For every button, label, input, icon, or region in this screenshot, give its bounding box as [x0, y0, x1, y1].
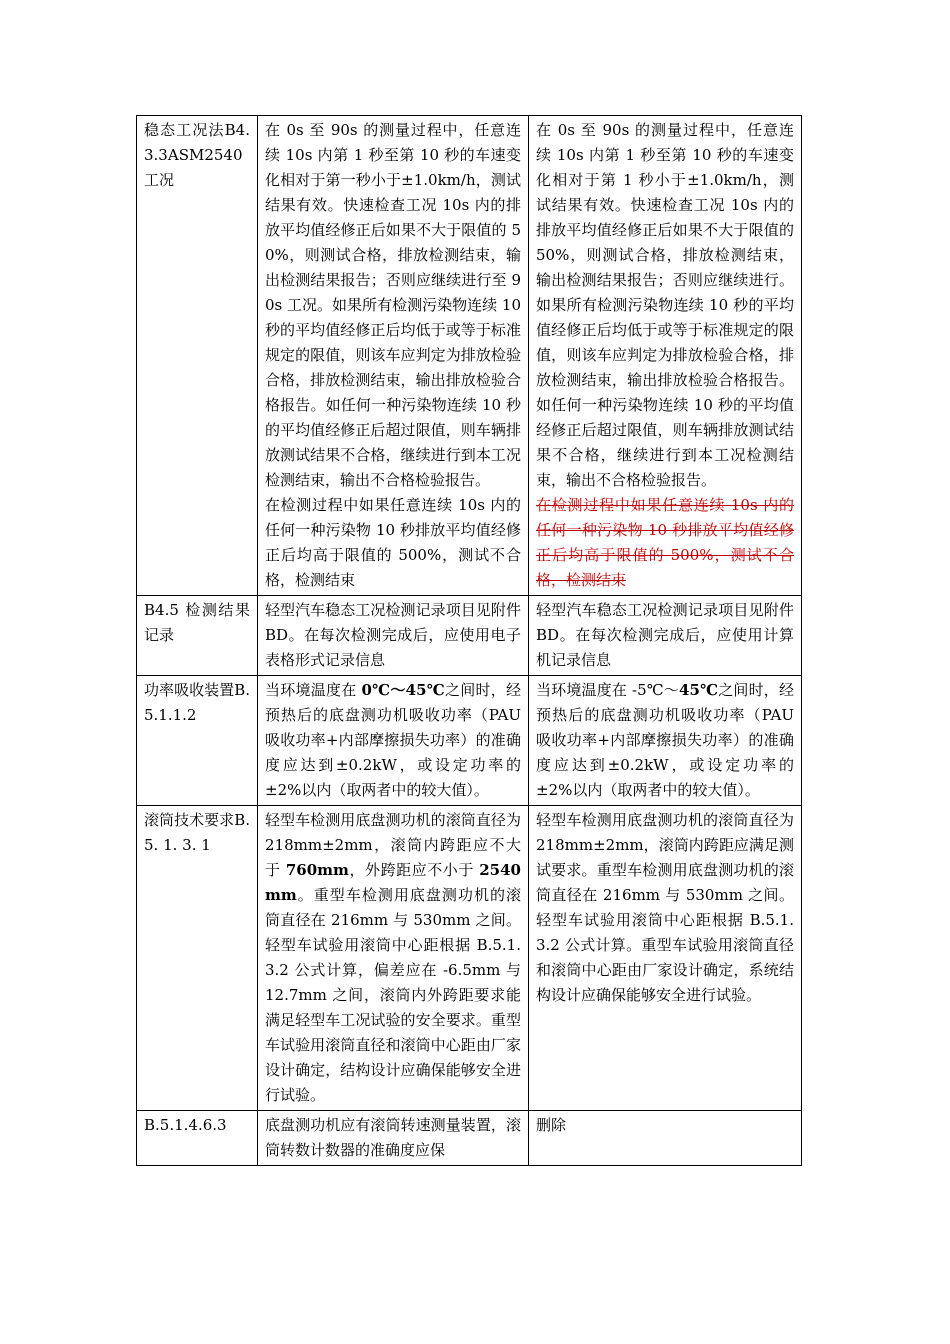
- text-segment: ，外跨距应不小于: [348, 861, 480, 879]
- revised-text-cell: [529, 676, 802, 806]
- table-row: [137, 116, 802, 596]
- clause-label: B4.5 检测结果记录: [144, 601, 250, 644]
- clause-label: 稳态工况法B4.3.3ASM2540工况: [144, 121, 250, 189]
- table-row: [137, 676, 802, 806]
- original-paragraph: 底盘测功机应有滚筒转速测量装置，滚筒转数计数器的准确度应保: [265, 1116, 521, 1159]
- table-row: [137, 596, 802, 676]
- clause-label-cell: [137, 1111, 258, 1166]
- revised-paragraph: 轻型汽车稳态工况检测记录项目见附件 BD。在每次检测完成后，应使用计算机记录信息: [536, 601, 794, 669]
- revised-paragraph: 在 0s 至 90s 的测量过程中，任意连续 10s 内第 1 秒至第 10 秒的车速变化相对于第 1 秒小于±1.0km/h，测试结果有效。快速检查工况 10s 内的排放平均值经修正后如果不大于限值的 50%，则测试合格，排放检测结束，输出检测结果报告；否则应继续进行。如果所有检测污染物连续 10 秒的平均值经修正后均低于或等于标准规定的限值，则该车应判定为排放检验合格，排放检测结束，输出排放检验合格报告。如任何一种污染物连续 10 秒的平均值经修正后超过限值，则车辆排放测试结果不合格，继续进行到本工况检测结束，输出不合格检验报告。: [536, 121, 794, 489]
- clause-label-cell: [137, 806, 258, 1111]
- deleted-text: 在检测过程中如果任意连续 10s 内的任何一种污染物 10 秒排放平均值经修正后均高于限值的 500%，测试不合格，检测结束: [536, 496, 794, 589]
- original-text-cell: [258, 676, 529, 806]
- revised-text-cell: [529, 596, 802, 676]
- original-text-cell: [258, 1111, 529, 1166]
- text-segment: 之间时，经预热后的底盘测功机吸收功率（PAU 吸收功率+内部摩擦损失功率）的准确度应达到±0.2kW，或设定功率的±2%以内（取两者中的较大值）。: [265, 681, 521, 799]
- original-text-cell: [258, 596, 529, 676]
- bold-text: 45℃: [679, 681, 719, 699]
- revised-text-cell: [529, 1111, 802, 1166]
- text-segment: 之间时，经预热后的底盘测功机吸收功率（PAU 吸收功率+内部摩擦损失功率）的准确度应达到±0.2kW，或设定功率的±2%以内（取两者中的较大值）。: [536, 681, 794, 799]
- text-segment: 。重型车检测用底盘测功机的滚筒直径在 216mm 与 530mm 之间。轻型车试验用滚筒中心距根据 B.5.1.3.2 公式计算，偏差应在 -6.5mm 与 12.7mm 之间，滚筒内外跨距要求能满足轻型车工况试验的安全要求。重型车试验用滚筒直径和滚筒中心距由厂家设计确定，结构设计应确保能够安全进行试验。: [265, 886, 521, 1104]
- original-paragraph: 在检测过程中如果任意连续 10s 内的任何一种污染物 10 秒排放平均值经修正后均高于限值的 500%，测试不合格，检测结束: [265, 496, 521, 589]
- original-paragraph: 在 0s 至 90s 的测量过程中，任意连续 10s 内第 1 秒至第 10 秒的车速变化相对于第一秒小于±1.0km/h，测试结果有效。快速检查工况 10s 内的排放平均值经修正后如果不大于限值的 50%，则测试合格，排放检测结束，输出检测结果报告；否则应继续进行至 90s 工况。如果所有检测污染物连续 10 秒的平均值经修正后均低于或等于标准规定的限值，则该车应判定为排放检验合格，排放检测结束，输出排放检验合格报告。如任何一种污染物连续 10 秒的平均值经修正后超过限值，则车辆排放测试结果不合格，继续进行到本工况检测结束，输出不合格检验报告。: [265, 121, 521, 489]
- bold-text: 2540mm: [265, 861, 521, 904]
- text-segment: 当环境温度在 -5℃～: [536, 681, 680, 699]
- clause-label-cell: [137, 596, 258, 676]
- text-segment: 当环境温度在: [265, 681, 362, 699]
- clause-label-cell: [137, 116, 258, 596]
- original-paragraph: 轻型汽车稳态工况检测记录项目见附件 BD。在每次检测完成后，应使用电子表格形式记录信息: [265, 601, 521, 669]
- revised-paragraph: 轻型车检测用底盘测功机的滚筒直径为 218mm±2mm，滚筒内跨距应满足测试要求。重型车检测用底盘测功机的滚筒直径在 216mm 与 530mm 之间。轻型车试验用滚筒中心距根据 B.5.1.3.2 公式计算。重型车试验用滚筒直径和滚筒中心距由厂家设计确定，系统结构设计应确保能够安全进行试验。: [536, 811, 794, 1004]
- bold-text: 760mm: [285, 861, 349, 879]
- table-row: [137, 1111, 802, 1166]
- clause-label: 滚筒技术要求B. 5. 1. 3. 1: [144, 811, 250, 854]
- table-row: [137, 806, 802, 1111]
- revised-text-cell: [529, 806, 802, 1111]
- clause-label: B.5.1.4.6.3: [144, 1116, 227, 1134]
- clause-label: 功率吸收装置B.5.1.1.2: [144, 681, 250, 724]
- comparison-table: [136, 115, 802, 1166]
- text-segment: 轻型车检测用底盘测功机的滚筒直径为 218mm±2mm，滚筒内跨距应不大于: [265, 811, 521, 879]
- original-text-cell: [258, 116, 529, 596]
- clause-label-cell: [137, 676, 258, 806]
- revised-paragraph: 删除: [536, 1116, 567, 1134]
- original-text-cell: [258, 806, 529, 1111]
- revised-text-cell: [529, 116, 802, 596]
- bold-text: 0℃～45℃: [361, 681, 445, 699]
